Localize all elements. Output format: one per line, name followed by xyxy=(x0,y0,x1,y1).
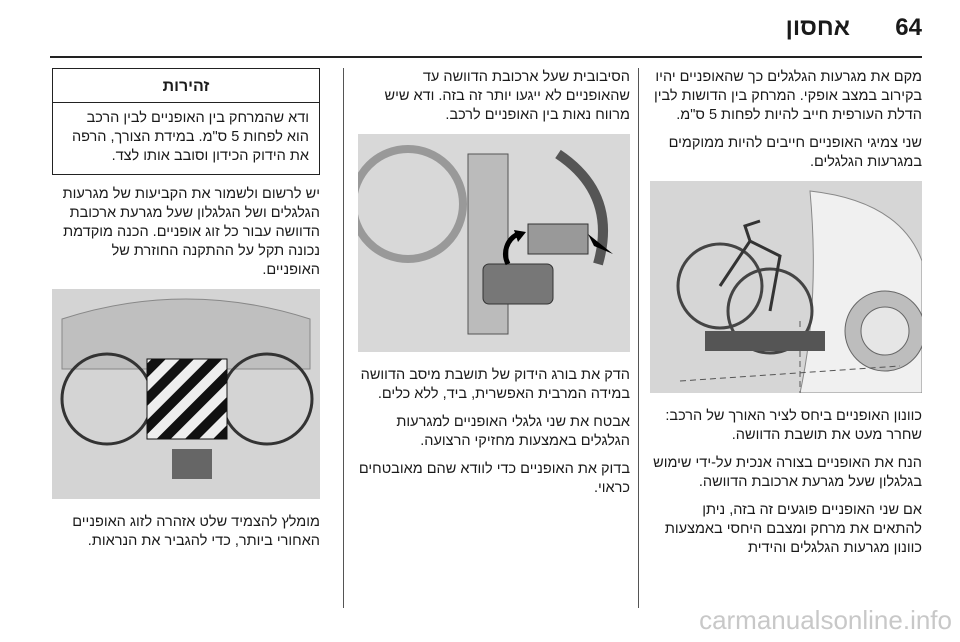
column-divider xyxy=(343,68,344,608)
right-column xyxy=(650,68,922,567)
section-title: אחסון xyxy=(785,14,850,41)
paragraph: שני צמיגי האופניים חייבים להיות ממוקמים במגרעות הגלגלים. xyxy=(668,135,922,170)
bike-on-carrier-illustration xyxy=(650,181,922,393)
paragraph: יש לרשום ולשמור את הקביעות של מגרעות הגלגלים ושל הגלגלון שעל מגרעת ארכובת הדוושה עבור כל זוג אופניים. הכנה מוקדמת נכונה תקל על ההתקנה החוזרת של האופניים. xyxy=(62,186,320,278)
paragraph: הדק את בורג הידוק של תושבת מיסב הדוושה במידה המרבית האפשרית, ביד, ללא כלים. xyxy=(360,367,630,402)
caution-text: ודא שהמרחק בין האופניים לבין הרכב הוא לפחות 5 ס"מ. במידת הצורך, הרפה את הידוק הכידון וסובב אותו לצד. xyxy=(71,110,309,164)
caution-box xyxy=(52,68,320,175)
paragraph: אם שני האופניים פוגעים זה בזה, ניתן להתאים את מרחק ומצבם היחסי באמצעות כוונון מגרעות הגלגלים והידית xyxy=(664,502,922,556)
warning-sign-illustration xyxy=(52,289,320,499)
paragraph: מומלץ להצמיד שלט אזהרה לזוג האופניים האחורי ביותר, כדי להגביר את הנראות. xyxy=(72,514,320,549)
middle-column xyxy=(358,68,630,507)
paragraph: הנח את האופניים בצורה אנכית על-ידי שימוש בגלגלון שעל מגרעת ארכובת הדוושה. xyxy=(653,455,922,490)
left-column xyxy=(52,68,320,560)
pedal-mount-illustration xyxy=(358,134,630,352)
page-number: 64 xyxy=(895,14,922,41)
paragraph: בדוק את האופניים כדי לוודא שהם מאובטחים כראוי. xyxy=(358,461,630,496)
paragraph: אבטח את שני גלגלי האופניים למגרעות הגלגלים באמצעות מחזיקי הרצועה. xyxy=(396,414,630,449)
paragraph: כוונון האופניים ביחס לציר האורך של הרכב: שחרר מעט את תושבת הדוושה. xyxy=(665,408,922,443)
column-divider xyxy=(638,68,639,608)
paragraph: הסיבובית שעל ארכובת הדוושה עד שהאופניים לא ייגעו יותר זה בזה. ודא שיש מרווח נאות בין האופניים לרכב. xyxy=(384,69,630,123)
header-rule xyxy=(50,56,922,58)
caution-title: זהירות xyxy=(53,69,319,103)
watermark: carmanualsonline.info xyxy=(699,605,952,635)
paragraph: מקם את מגרעות הגלגלים כך שהאופניים יהיו בקירוב במצב אופקי. המרחק בין הדושות לבין הדלת העורפית חייב להיות לפחות 5 ס"מ. xyxy=(653,69,922,123)
page-header xyxy=(0,0,960,60)
